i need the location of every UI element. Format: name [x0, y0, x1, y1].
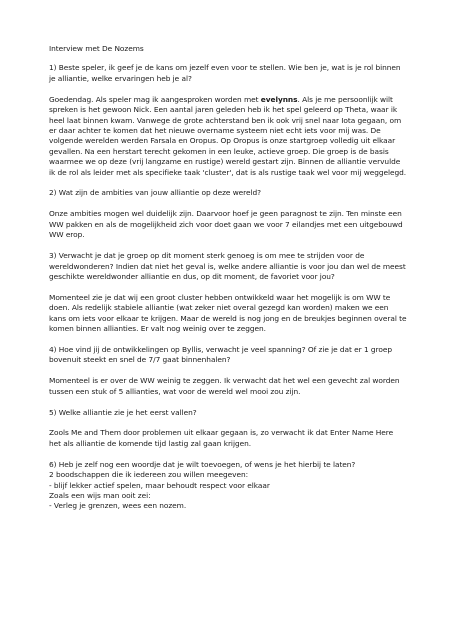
- question-4: 4) Hoe vind jij de ontwikkelingen op Byllis, verwacht je veel spanning? Of zie je dat er 1 groep bovenuit steekt en snel de 7/7 gaat binnenhalen?: [49, 344, 392, 365]
- answer-4: Momenteel is er over de WW weinig te zeggen. Ik verwacht dat het wel een gevecht zal worden tussen een stuk of 5 allianties, wat voor de wereld wel mooi zou zijn.: [49, 376, 400, 396]
- answer-5: Zools Me and Them door problemen uit elkaar gegaan is, zo verwacht ik dat Enter Name Here het als alliantie de komende tijd lastig zal gaan krijgen.: [49, 428, 394, 448]
- answer-6-line: - Verleg je grenzen, wees een nozem.: [49, 501, 187, 511]
- answer-1-intro: Goedendag. Als speler mag ik aangesproken worden met: [49, 94, 261, 104]
- answer-6: [49, 470, 407, 512]
- question-5: 5) Welke alliantie zie je het eerst vallen?: [49, 407, 197, 417]
- answer-3: Momenteel zie je dat wij een groot cluster hebben ontwikkeld waar het mogelijk is om WW te doen. Als redelijk stabiele alliantie (wat zeker niet overal gezegd kan worden) maken we een kans om iets voor elkaar te krijgen. Maar de wereld is nog jong en de breukjes beginnen overal te komen binnen allianties. Er valt nog weinig over te zeggen.: [49, 292, 407, 334]
- question-6: 6) Heb je zelf nog een woordje dat je wilt toevoegen, of wens je het hierbij te laten?: [49, 459, 356, 469]
- player-name: evelynns: [260, 94, 298, 104]
- document-title: Interview met De Nozems: [49, 44, 144, 53]
- answer-1: [49, 95, 407, 178]
- question-2: 2) Wat zijn de ambities van jouw alliantie op deze wereld?: [49, 188, 262, 198]
- answer-6-line: Zoals een wijs man ooit zei:: [49, 491, 151, 500]
- answer-1-body: . Als je me persoonlijk wilt spreken is het gewoon Nick. Een aantal jaren geleden heb ik het spel geleerd op Theta, waar ik heel laat binnen kwam. Vanwege de grote achterstand ben ik ook vrij snel naar Iota gegaan, om er daar achter te komen dat het nieuwe overname systeem niet echt iets voor mij was. De volgende werelden werden Farsala en Oropus. Op Oropus is onze startgroep volledig uit elkaar gevallen. Na een herstart terecht gekomen in een leuke, actieve groep. Die groep is de basis waarmee we op deze (vrij langzame en rustige) wereld gestart zijn. Binnen de alliantie vervulde ik de rol als leider met als specifieke taak 'cluster', dat is als rustige taak wel voor mij weggelegd.: [49, 94, 407, 177]
- answer-6-line: 2 boodschappen die ik iedereen zou willen meegeven:: [49, 470, 249, 480]
- answer-6-line: - blijf lekker actief spelen, maar behoudt respect voor elkaar: [49, 480, 270, 490]
- answer-2: Onze ambities mogen wel duidelijk zijn. Daarvoor hoef je geen paragnost te zijn. Ten minste een WW pakken en als de mogelijkheid zich voor doet gaan we voor 7 eilandjes met een uitgebouwd WW erop.: [49, 209, 403, 240]
- question-1: 1) Beste speler, ik geef je de kans om jezelf even voor te stellen. Wie ben je, wat is je rol binnen je alliantie, welke ervaringen heb je al?: [49, 63, 401, 83]
- question-3: 3) Verwacht je dat je groep op dit moment sterk genoeg is om mee te strijden voor de wereldwonderen? Indien dat niet het geval is, welke andere alliantie is voor jou dan wel de meest geschikte wereldwonder alliantie en dus, op dit moment, de favoriet voor jou?: [49, 251, 406, 281]
